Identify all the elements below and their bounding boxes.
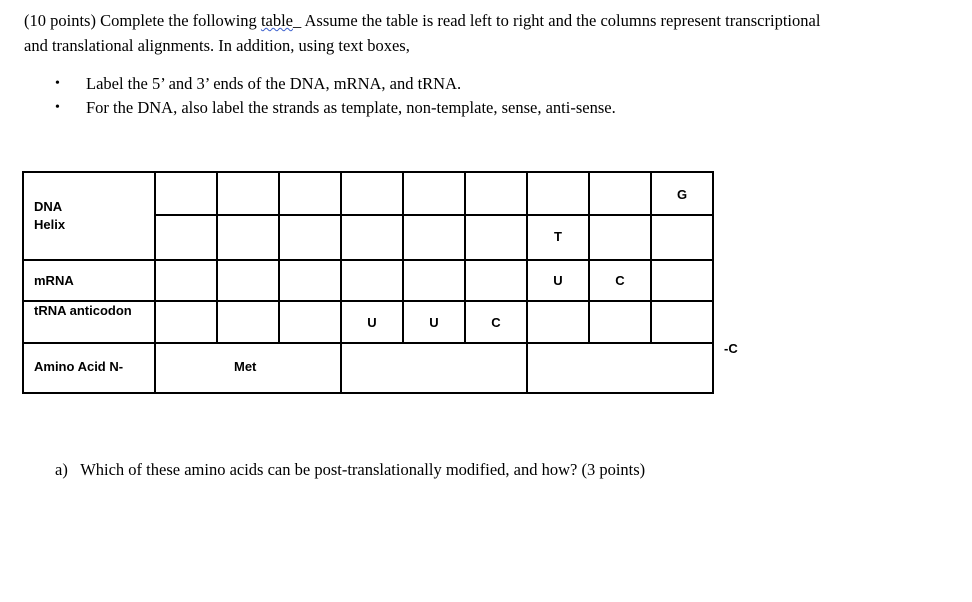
- mrna-nucleotide-10: C: [615, 273, 625, 288]
- row-label-mrna: mRNA: [34, 273, 74, 288]
- row-label-amino-acid: Amino Acid N-: [34, 359, 124, 374]
- intro-table-word: table: [260, 11, 294, 30]
- amino-acid-met: Met: [234, 359, 257, 374]
- row-divider-trna-amino: [22, 342, 714, 344]
- dna-bottom-nucleotide-9: T: [554, 229, 562, 244]
- nt-divider-2: [278, 171, 280, 342]
- codon-divider-1: [340, 171, 342, 394]
- intro-text-after: _ Assume the table is read left to right and the columns represent transcriptional: [293, 11, 821, 30]
- intro-line-2: and translational alignments. In addition, using text boxes,: [24, 36, 410, 55]
- intro-line-1: [24, 11, 820, 31]
- codon-divider-2: [526, 171, 528, 394]
- trna-nucleotide-4: U: [367, 315, 377, 330]
- bullet-text-2: For the DNA, also label the strands as template, non-template, sense, anti-sense.: [86, 98, 616, 117]
- row-label-trna: tRNA anticodon: [34, 303, 132, 318]
- nt-divider-1: [216, 171, 218, 342]
- mrna-nucleotide-9: U: [553, 273, 563, 288]
- c-terminus-label: -C: [724, 341, 738, 356]
- label-column-divider: [154, 171, 156, 394]
- row-divider-mrna-trna: [22, 300, 714, 302]
- row-label-helix: Helix: [34, 217, 66, 232]
- bullet-dot-2: •: [55, 100, 60, 115]
- question-a: [55, 460, 645, 480]
- question-a-label: a): [55, 460, 68, 479]
- row-label-dna: DNA: [34, 199, 63, 214]
- nt-divider-6: [650, 171, 652, 342]
- trna-nucleotide-6: C: [491, 315, 501, 330]
- intro-text-before: (10 points) Complete the following: [24, 11, 261, 30]
- bullet-dot-1: •: [55, 76, 60, 91]
- nt-divider-3: [402, 171, 404, 342]
- trna-nucleotide-5: U: [429, 315, 439, 330]
- nt-divider-4: [464, 171, 466, 342]
- row-divider-dna-strands: [154, 214, 714, 216]
- question-a-text: Which of these amino acids can be post-translationally modified, and how? (3 points): [80, 460, 646, 479]
- nt-divider-5: [588, 171, 590, 342]
- row-divider-dna-mrna: [22, 259, 714, 261]
- dna-top-nucleotide-10: G: [676, 187, 688, 202]
- bullet-text-1: Label the 5’ and 3’ ends of the DNA, mRNA, and tRNA.: [86, 74, 462, 93]
